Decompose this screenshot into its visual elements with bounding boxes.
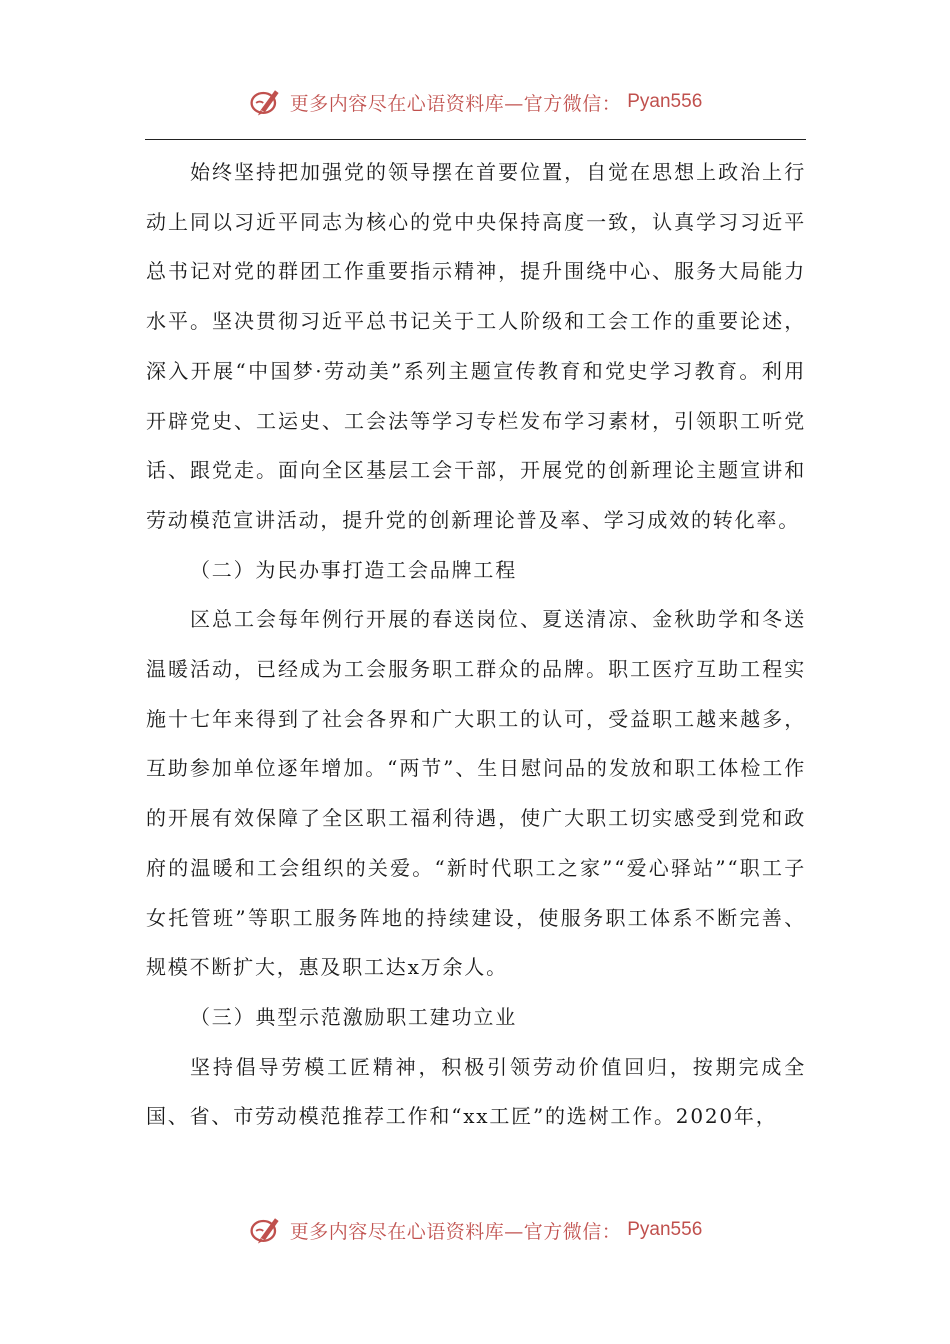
paragraph-2: 区总工会每年例行开展的春送岗位、夏送清凉、金秋助学和冬送温暖活动，已经成为工会服务职工群众的品牌。职工医疗互助工程实施十七年来得到了社会各界和广大职工的认可，受益职工越来越多，互助参加单位逐年增加。“两节”、生日慰问品的发放和职工体检工作的开展有效保障了全区职工福利待遇，使广大职工切实感受到党和政府的温暖和工会组织的关爱。“新时代职工之家”“爱心驿站”“职工子女托管班”等职工服务阵地的持续建设，使服务职工体系不断完善、规模不断扩大，惠及职工达x万余人。 [146, 607, 806, 980]
header-banner [0, 84, 950, 120]
section-heading-2: （二）为民办事打造工会品牌工程 [190, 557, 517, 582]
footer-banner-id: Pyan556 [627, 1219, 703, 1240]
header-rule [145, 139, 806, 140]
footer-banner [0, 1212, 950, 1248]
footer-banner-text: 更多内容尽在心语资料库—官方微信： [289, 1220, 622, 1243]
paragraph-3: 坚持倡导劳模工匠精神，积极引领劳动价值回归，按期完成全国、省、市劳动模范推荐工作和“xx工匠”的选树工作。2020年， [146, 1054, 806, 1129]
document-body [146, 148, 806, 1142]
paragraph-1: 始终坚持把加强党的领导摆在首要位置，自觉在思想上政治上行动上同以习近平同志为核心的党中央保持高度一致，认真学习习近平总书记对党的群团工作重要指示精神，提升围绕中心、服务大局能力水平。坚决贯彻习近平总书记关于工人阶级和工会工作的重要论述，深入开展“中国梦·劳动美”系列主题宣传教育和党史学习教育。利用开辟党史、工运史、工会法等学习专栏发布学习素材，引领职工听党话、跟党走。面向全区基层工会干部，开展党的创新理论主题宣讲和劳动模范宣讲活动，提升党的创新理论普及率、学习成效的转化率。 [146, 160, 806, 532]
pen-nib-logo-icon [248, 84, 284, 120]
section-heading-3: （三）典型示范激励职工建功立业 [190, 1004, 517, 1029]
header-banner-id: Pyan556 [627, 91, 703, 112]
pen-nib-logo-icon [248, 1212, 284, 1248]
header-banner-text: 更多内容尽在心语资料库—官方微信： [289, 92, 622, 115]
